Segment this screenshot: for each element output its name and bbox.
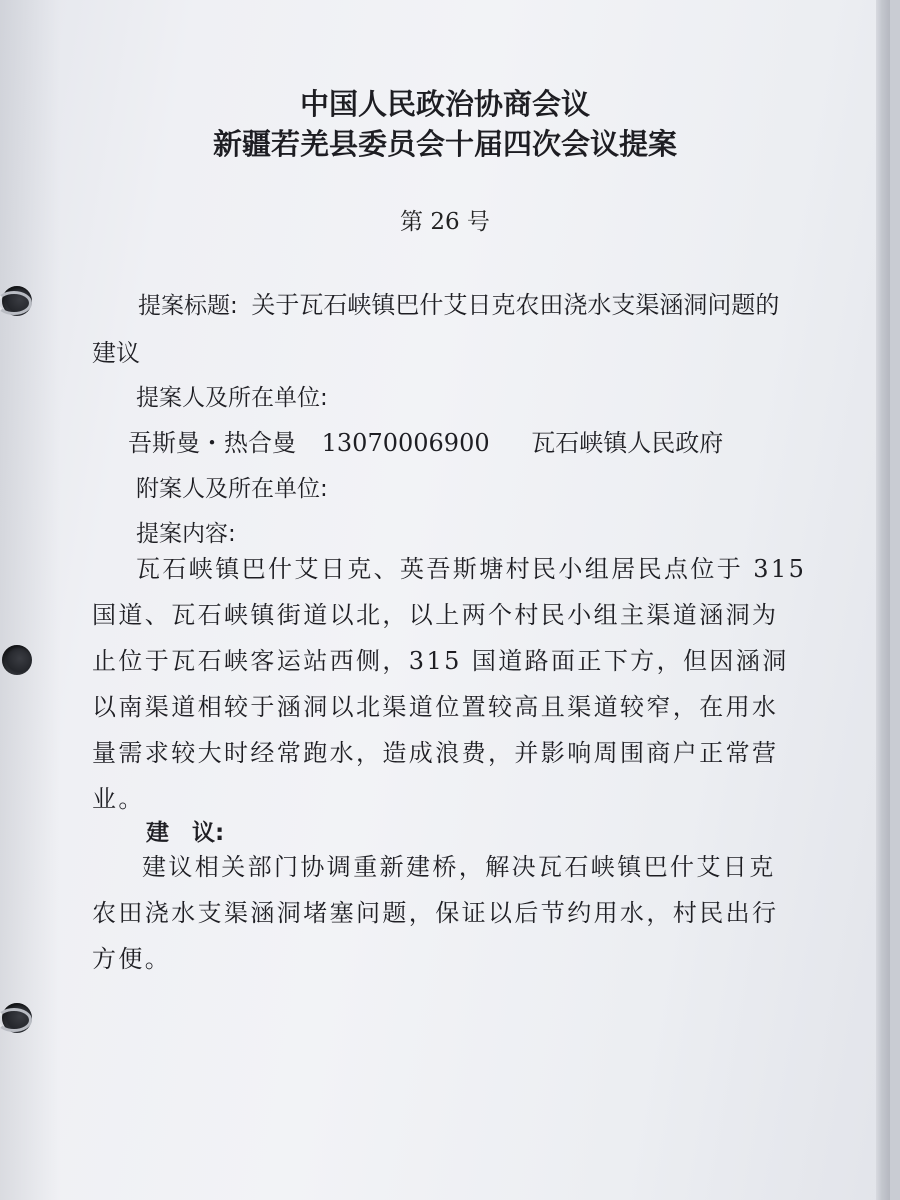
suggestion-label: 建 议: [146, 820, 225, 846]
content-line: 瓦石峡镇巴什艾日克、英吾斯塘村民小组居民点位于 315 [136, 555, 807, 583]
content-line: 以南渠道相较于涵洞以北渠道位置较高且渠道较窄，在用水 [92, 693, 779, 721]
proposer-unit: 瓦石峡镇人民政府 [531, 429, 724, 457]
content-line: 业。 [92, 785, 145, 813]
proposal-number: 第 26 号 [400, 209, 490, 235]
proposer-name: 吾斯曼・热合曼 [128, 429, 296, 457]
content-line: 国道、瓦石峡镇街道以北，以上两个村民小组主渠道涵洞为 [92, 601, 779, 629]
binding-hole-ring [2, 286, 32, 316]
content-line: 量需求较大时经常跑水，造成浪费，并影响周围商户正常营 [92, 739, 779, 767]
suggestion-line: 农田浇水支渠涵洞堵塞问题，保证以后节约用水，村民出行 [92, 899, 779, 927]
page-edge [876, 0, 890, 1200]
proposer-label: 提案人及所在单位: [136, 385, 328, 411]
binding-hole [2, 645, 32, 675]
content-line: 止位于瓦石峡客运站西侧，315 国道路面正下方，但因涵洞 [92, 647, 789, 675]
binding-hole-ring [2, 1003, 32, 1033]
proposer-row [128, 423, 723, 458]
document-title-line2: 新疆若羌县委员会十届四次会议提案 [212, 127, 677, 161]
subject-text: 关于瓦石峡镇巴什艾日克农田浇水支渠涵洞问题的 [251, 291, 780, 319]
subject-text-continued: 建议 [92, 339, 140, 367]
suggestion-line: 建议相关部门协调重新建桥，解决瓦石峡镇巴什艾日克 [142, 853, 776, 881]
document-title-line1: 中国人民政治协商会议 [299, 87, 590, 121]
proposer-phone: 13070006900 [321, 429, 490, 457]
content-label: 提案内容: [136, 521, 236, 547]
subject-row [138, 285, 779, 320]
cosigner-label: 附案人及所在单位: [136, 476, 328, 502]
suggestion-line: 方便。 [92, 945, 172, 973]
subject-label: 提案标题: [138, 293, 238, 319]
